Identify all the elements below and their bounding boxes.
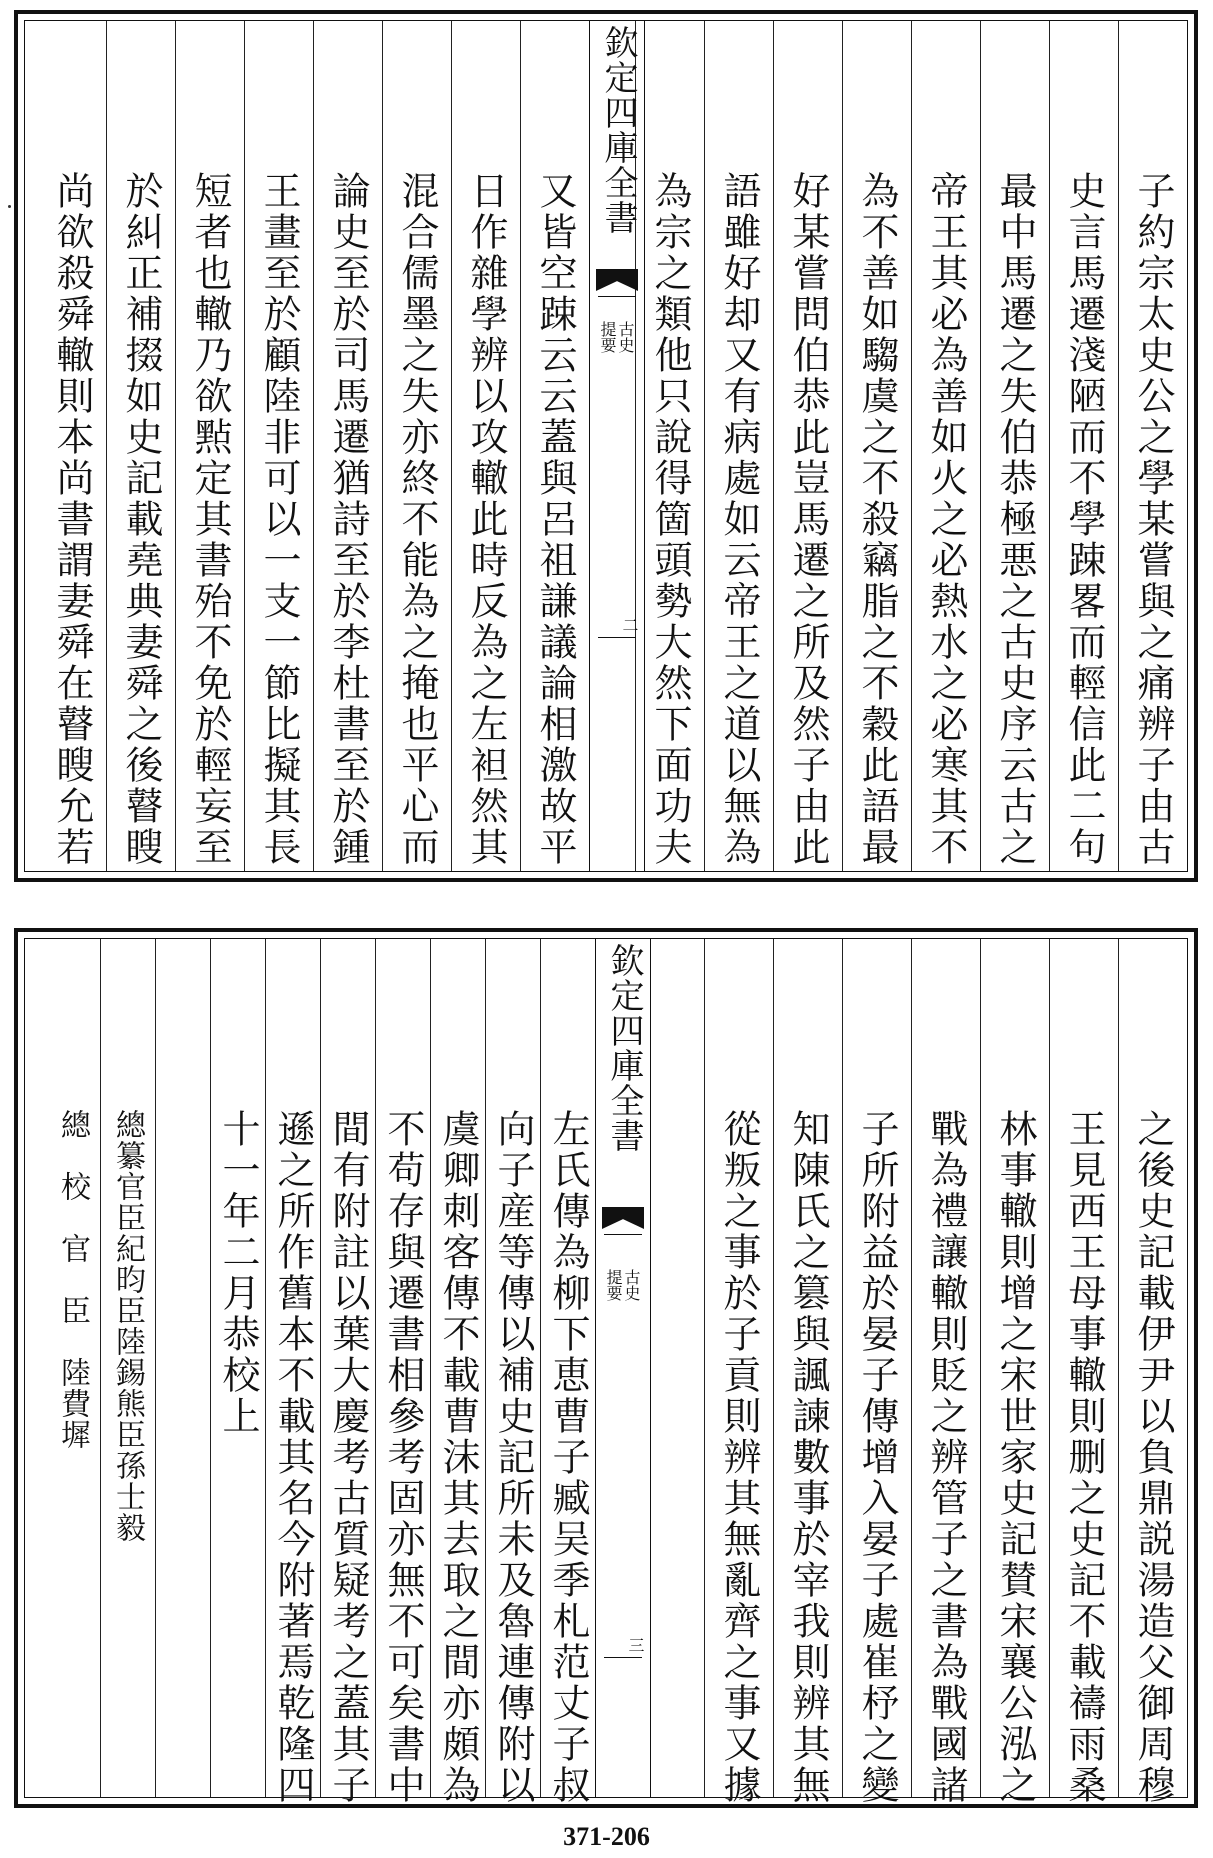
text-column [451, 21, 520, 871]
column-text: 論史至於司馬遷猶詩至於李杜書至於鍾 [326, 171, 370, 868]
column-text: 為宗之類他只說得箇頭勢大然下面功夫 [648, 171, 692, 868]
gutter-rule [604, 1657, 642, 1658]
column-text: 間有附註以葉大慶考古質疑考之蓋其子 [326, 1109, 370, 1806]
column-text: 混合儒墨之失亦終不能為之掩也平心而 [395, 171, 439, 868]
bottom-page-number: 三 [626, 1637, 645, 1653]
fish-tail-mark [602, 1207, 644, 1229]
text-column [520, 21, 589, 871]
column-text: 左氏傳為柳下恵曹子臧吴季札范丈子叔 [546, 1109, 590, 1806]
column-text: 王見西王母事轍則删之史記不載禱雨桑 [1062, 1109, 1106, 1806]
text-column [773, 21, 842, 871]
text-column [980, 939, 1049, 1806]
top-page-number: 二 [620, 617, 639, 633]
column-text: 又皆空踈云云蓋與呂祖謙議論相激故平 [533, 171, 577, 868]
bottom-left-columns [45, 939, 595, 1806]
text-column [1049, 939, 1118, 1806]
column-text: 子約宗太史公之學某嘗與之痛辨子由古 [1131, 171, 1175, 868]
text-column [635, 21, 704, 871]
top-right-columns [635, 21, 1187, 871]
gutter-subtitle-bottom: 提要 [604, 1269, 623, 1301]
bottom-page-frame [24, 938, 1188, 1806]
bottom-gutter [595, 939, 651, 1797]
column-text: 遜之所作舊本不載其名今附著焉乾隆四 [271, 1109, 315, 1806]
text-column [313, 21, 382, 871]
gutter-title: 欽定四庫全書 [604, 943, 644, 1153]
text-column [704, 21, 773, 871]
text-column [106, 21, 175, 871]
text-column [1118, 939, 1187, 1806]
text-column [980, 21, 1049, 871]
column-text: 子所附益於晏子傳增入晏子處崔杼之變 [855, 1109, 899, 1806]
column-text: 為不善如騶虞之不殺竊脂之不穀此語最 [855, 171, 899, 868]
column-text: 之後史記載伊尹以負鼎説湯造父御周穆 [1131, 1109, 1175, 1806]
text-column [100, 939, 155, 1797]
column-text: 知陳氏之篡與諷諫數事於宰我則辨其無 [786, 1109, 830, 1806]
top-page-frame [24, 20, 1188, 872]
text-column [842, 939, 911, 1806]
text-column [175, 21, 244, 871]
text-column [37, 21, 106, 871]
text-column [540, 939, 595, 1806]
column-text: 向子産等傳以補史記所未及魯連傳附以 [491, 1109, 535, 1806]
text-column [842, 21, 911, 871]
column-text: 最中馬遷之失伯恭極悪之古史序云古之 [993, 171, 1037, 868]
gutter-rule [604, 1234, 642, 1235]
column-text: 於糾正補掇如史記載堯典妻舜之後瞽瞍 [119, 171, 163, 868]
column-text: 尚欲殺舜轍則本尚書謂妻舜在瞽瞍允若 [50, 171, 94, 868]
text-column [155, 939, 210, 1797]
column-text: 不苟存與遷書相參考固亦無不可矣書中 [381, 1109, 425, 1806]
gutter-rule [598, 296, 636, 297]
text-column [265, 939, 320, 1806]
column-text: 十一年二月恭校上 [216, 1109, 260, 1437]
text-column [704, 939, 773, 1806]
text-column [1118, 21, 1187, 871]
column-text: 帝王其必為善如火之必熱水之必寒其不 [924, 171, 968, 868]
bottom-page [14, 928, 1198, 1808]
text-column [430, 939, 485, 1806]
bottom-right-columns [704, 939, 1187, 1806]
text-column [911, 939, 980, 1806]
page-footer-number: 371-206 [563, 1822, 650, 1851]
fish-tail-mark [596, 269, 638, 291]
gutter-title: 欽定四庫全書 [598, 25, 638, 235]
column-text: 語雖好却又有病處如云帝王之道以無為 [717, 171, 761, 868]
gutter-subtitle-top: 古史 [622, 1269, 641, 1301]
column-text: 日作雜學辨以攻轍此時反為之左袒然其 [464, 171, 508, 868]
text-column [210, 939, 265, 1797]
column-text: 虞卿刺客傳不載曹沫其去取之間亦頗為 [436, 1109, 480, 1806]
top-left-columns [37, 21, 589, 871]
text-column [382, 21, 451, 871]
column-text: 總纂官臣紀昀臣陸錫熊臣孫士毅 [110, 1109, 145, 1543]
gutter-subtitle-top: 古史 [616, 321, 635, 353]
text-column [45, 939, 100, 1797]
column-text: 王畫至於顧陸非可以一支一節比擬其長 [257, 171, 301, 868]
column-text: 戰為禮讓轍則貶之辨管子之書為戰國諸 [924, 1109, 968, 1806]
text-column [320, 939, 375, 1806]
gutter-rule [598, 637, 636, 638]
gutter-subtitle-bottom: 提要 [598, 321, 617, 353]
top-page [14, 10, 1198, 882]
column-text: 好某嘗問伯恭此豈馬遷之所及然子由此 [786, 171, 830, 868]
text-column [911, 21, 980, 871]
text-column [773, 939, 842, 1806]
text-column [485, 939, 540, 1806]
text-column [244, 21, 313, 871]
column-text: 林事轍則增之宋世家史記賛宋襄公泓之 [993, 1109, 1037, 1806]
text-column [1049, 21, 1118, 871]
column-text: 總 校 官 臣 陸費墀 [55, 1109, 90, 1450]
column-text: 短者也轍乃欲㸃定其書殆不免於輕妄至 [188, 171, 232, 868]
text-column [375, 939, 430, 1806]
column-text: 從叛之事於子貢則辨其無亂齊之事又據 [717, 1109, 761, 1806]
top-gutter [589, 21, 645, 871]
column-text: 史言馬遷淺陋而不學踈畧而輕信此二句 [1062, 171, 1106, 868]
scan-speck [8, 205, 11, 208]
